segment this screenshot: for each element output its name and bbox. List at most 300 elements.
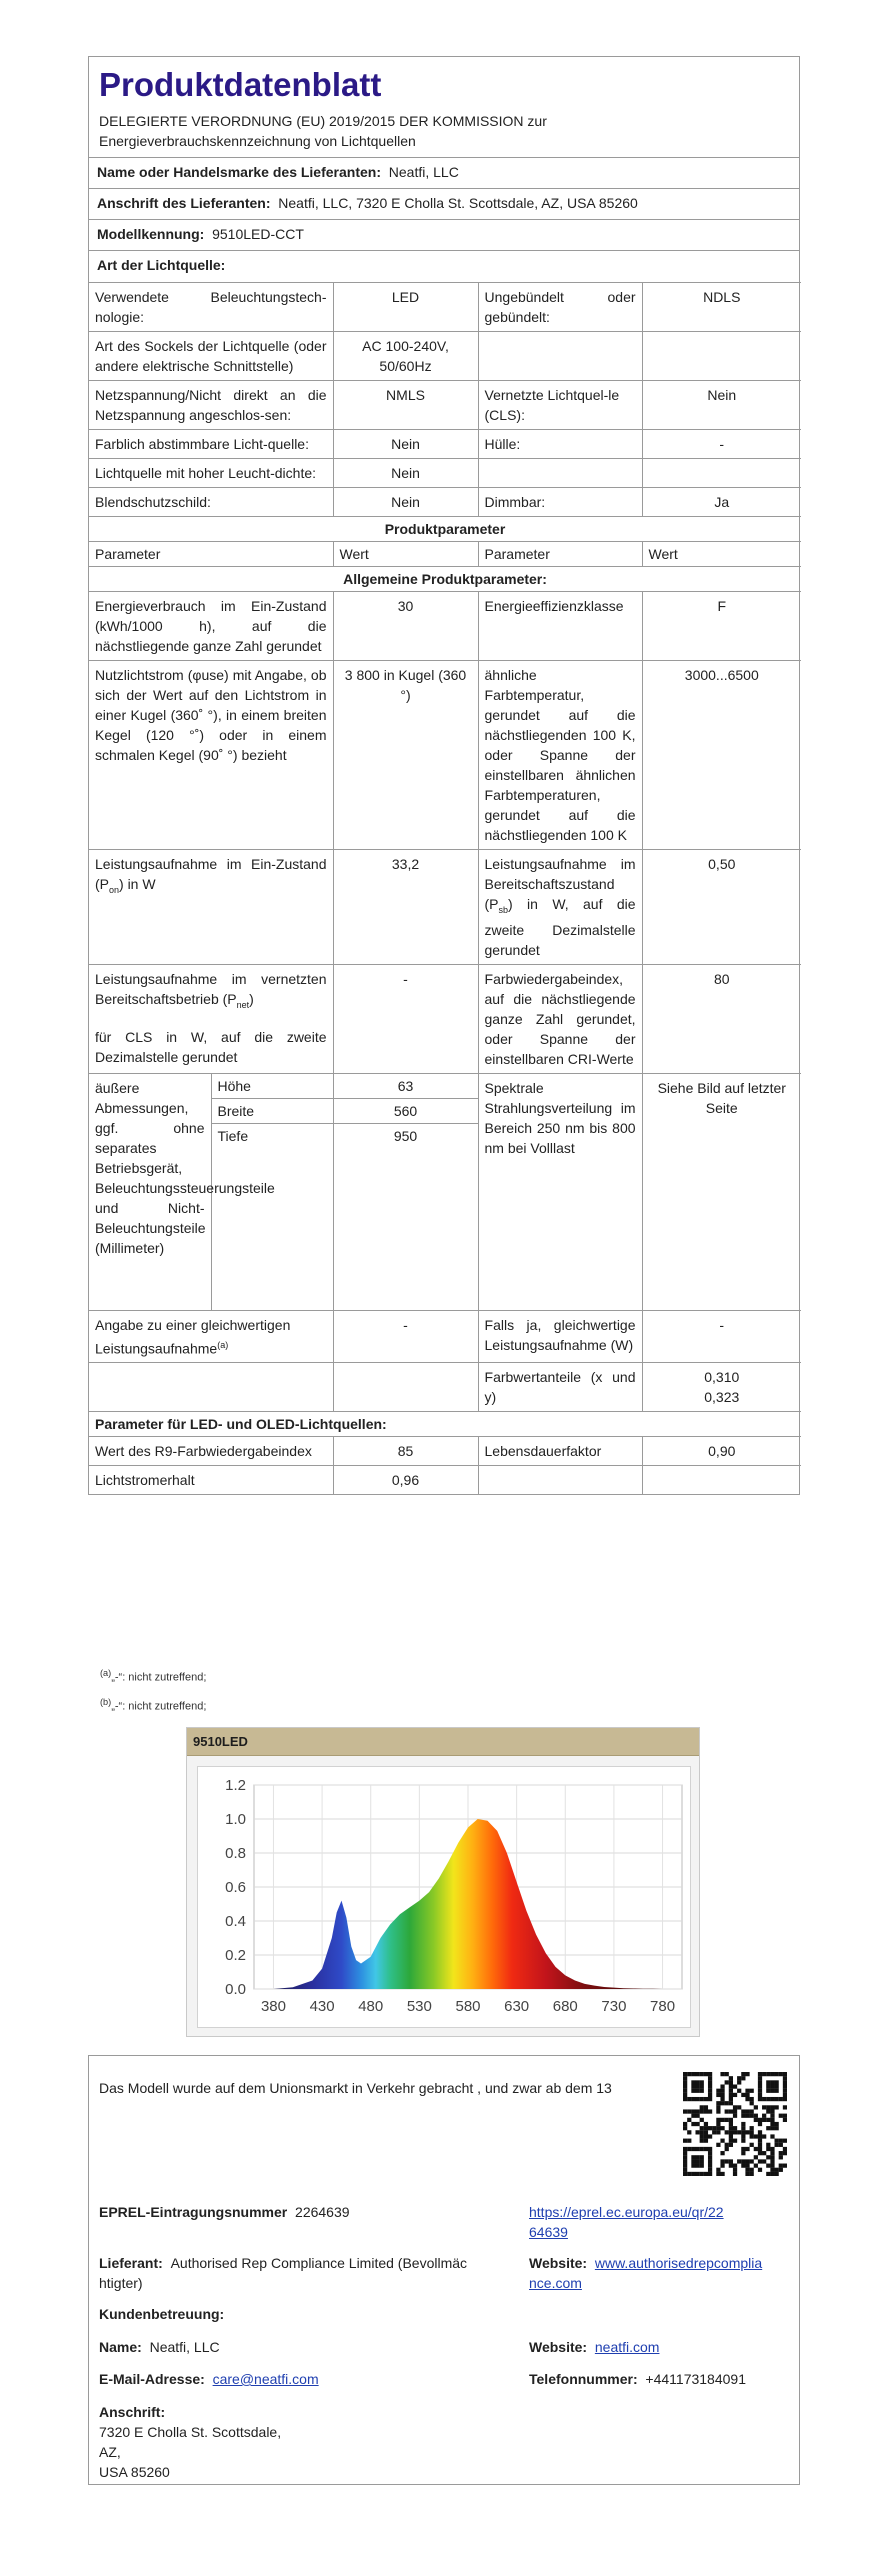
param-value: - [333,964,478,1073]
qr-module [704,2130,708,2134]
qr-module [741,2072,745,2076]
param-label-text: ) in W, auf die zweite Dezimalstelle gerundet [484,896,636,958]
eprel-link[interactable] [529,2202,724,2242]
param-value [642,459,801,488]
qr-module [720,2072,724,2076]
qr-module [695,2172,699,2176]
qr-module [720,2118,724,2122]
y-tick-label: 0.2 [225,1947,246,1964]
qr-module [729,2139,733,2143]
x-tick-label: 430 [309,1998,335,2015]
column-header-parameter: Parameter [478,542,642,567]
qr-module [758,2139,762,2143]
qr-module [708,2172,712,2176]
param-value: NDLS [642,283,801,332]
qr-module [729,2101,733,2105]
y-tick-label: 1.2 [225,1777,246,1794]
footnote-ref: (a) [217,1339,229,1350]
qr-module [687,2130,691,2134]
spacer [211,1148,333,1310]
qr-module [783,2080,787,2084]
qr-module [720,2151,724,2155]
qr-module [758,2080,762,2084]
qr-module [716,2101,720,2105]
qr-module [716,2143,720,2147]
qr-module [766,2126,770,2130]
table-row [89,661,801,850]
table-row [89,488,801,517]
table-row [89,1074,333,1099]
website-label: Website: [529,2339,588,2355]
qr-module [704,2172,708,2176]
qr-module [770,2164,774,2168]
qr-module [770,2155,774,2159]
qr-module [766,2147,770,2151]
qr-module [754,2114,758,2118]
qr-module [708,2076,712,2080]
qr-module [762,2097,766,2101]
supplier-website-link-cont[interactable]: nce.com [529,2275,582,2291]
qr-code[interactable] [683,2072,787,2176]
param-value: 0,50 [642,850,801,965]
param-label: Farbwiedergabeindex, auf die nächstliegende ganze Zahl gerundet, oder Spanne der einstellbaren CRI-Werte [478,964,642,1073]
table-row [89,283,801,332]
qr-module [775,2105,779,2109]
supplier-name-value: Neatfi, LLC [388,164,459,180]
qr-module [783,2076,787,2080]
table-row [89,592,801,661]
qr-module [766,2164,770,2168]
qr-module [708,2147,712,2151]
qr-module [691,2072,695,2076]
param-label: Falls ja, gleichwertige Leistungsaufnahme (W) [478,1310,642,1363]
qr-module [691,2097,695,2101]
table-row [89,1437,801,1466]
qr-module [683,2089,687,2093]
qr-module [704,2097,708,2101]
qr-module [750,2089,754,2093]
eprel-link-line-2[interactable]: 64639 [529,2224,568,2240]
qr-module [708,2126,712,2130]
param-value: 3000...6500 [642,661,801,850]
supplier-address-row [89,189,799,220]
qr-module [783,2114,787,2118]
spectrum-svg [198,1767,692,2029]
qr-module [770,2105,774,2109]
footnotes [98,1660,206,1717]
qr-module [770,2126,774,2130]
qr-module [683,2168,687,2172]
qr-module [770,2080,774,2084]
qr-module [758,2159,762,2163]
qr-module [695,2114,699,2118]
model-row [89,220,799,251]
qr-module [729,2164,733,2168]
qr-module [775,2143,779,2147]
qr-module [745,2130,749,2134]
qr-module [691,2084,695,2088]
qr-module [729,2084,733,2088]
qr-module [700,2159,704,2163]
table-row [89,964,801,1073]
qr-module [783,2164,787,2168]
param-value: Siehe Bild auf letzter Seite [642,1073,801,1310]
x-tick-label: 580 [455,1998,481,2015]
qr-module [716,2093,720,2097]
qr-module [683,2151,687,2155]
email-row [99,2369,319,2389]
supplier-row [99,2253,509,2293]
qr-module [691,2147,695,2151]
light-source-heading-row [89,251,799,282]
qr-module [687,2118,691,2122]
x-tick-label: 680 [552,1998,578,2015]
table-row [89,1073,801,1310]
qr-module [758,2147,762,2151]
qr-module [770,2147,774,2151]
param-label-text: Angabe zu einer gleichwertigen Leistungsaufnahme [95,1316,291,1357]
qr-module [754,2118,758,2122]
param-label: ähnliche Farbtemperatur, gerundet auf die nächstliegenden 100 K, oder Spanne der einstellbaren ähnlichen Farbtemperaturen, gerundet auf die nächstliegenden 100 K [478,661,642,850]
param-label: Wert des R9-Farbwiedergabeindex [89,1437,333,1466]
registration-info [88,2055,800,2485]
qr-module [700,2172,704,2176]
chart-title: 9510LED [187,1728,699,1756]
x-tick-label: 780 [650,1998,676,2015]
qr-module [712,2126,716,2130]
width-label: Breite [211,1098,333,1123]
qr-module [750,2172,754,2176]
qr-module [741,2139,745,2143]
model-label: Modellkennung: [97,226,205,242]
qr-module [770,2168,774,2172]
qr-module [708,2109,712,2113]
qr-module [691,2155,695,2159]
qr-module [716,2089,720,2093]
param-value: 0,96 [333,1466,478,1495]
qr-module [783,2072,787,2076]
supplier-value: Authorised Rep Compliance Limited (Bevollmäc [170,2255,468,2271]
qr-module [758,2168,762,2172]
qr-module [683,2147,687,2151]
phone-value: +441173184091 [645,2371,746,2387]
param-value: Nein [642,381,801,430]
param-value: - [333,1310,478,1363]
param-label: Energieeffizienzklasse [478,592,642,661]
qr-module [729,2126,733,2130]
qr-module [779,2139,783,2143]
qr-module [700,2126,704,2130]
qr-module [683,2084,687,2088]
width-value: 560 [334,1099,478,1124]
table-row [89,1310,801,1363]
qr-module [737,2105,741,2109]
qr-module [708,2168,712,2172]
footnote-a [98,1660,206,1689]
x-tick-label: 630 [504,1998,530,2015]
qr-module [720,2093,724,2097]
qr-module [733,2084,737,2088]
table-row [89,459,801,488]
qr-module [733,2164,737,2168]
qr-module [783,2118,787,2122]
supplier-name-label: Name oder Handelsmarke des Lieferanten: [97,164,381,180]
qr-module [708,2134,712,2138]
param-label: Lichtstromerhalt [89,1466,333,1495]
param-label: Dimmbar: [478,488,642,517]
qr-module [708,2084,712,2088]
param-label: Farbwertanteile (x und y) [478,1363,642,1412]
qr-module [737,2130,741,2134]
qr-module [766,2097,770,2101]
qr-module [758,2076,762,2080]
name-value: Neatfi, LLC [149,2339,220,2355]
qr-module [729,2093,733,2097]
model-value: 9510LED-CCT [212,226,304,242]
qr-module [716,2130,720,2134]
qr-module [741,2151,745,2155]
qr-module [700,2109,704,2113]
qr-module [700,2130,704,2134]
qr-module [775,2172,779,2176]
qr-module [683,2159,687,2163]
param-value [642,332,801,381]
qr-module [720,2139,724,2143]
qr-module [783,2151,787,2155]
qr-module [770,2109,774,2113]
qr-module [741,2134,745,2138]
qr-module [720,2084,724,2088]
param-value: 85 [333,1437,478,1466]
param-label: Hülle: [478,430,642,459]
qr-module [766,2155,770,2159]
qr-module [691,2164,695,2168]
qr-module [783,2147,787,2151]
x-tick-label: 380 [260,1998,286,2015]
qr-module [704,2109,708,2113]
param-value: 80 [642,964,801,1073]
qr-module [683,2126,687,2130]
qr-module [704,2139,708,2143]
param-value: - [642,430,801,459]
qr-module [700,2155,704,2159]
qr-module [704,2122,708,2126]
qr-module [725,2118,729,2122]
qr-module [687,2147,691,2151]
qr-module [700,2105,704,2109]
qr-module [758,2093,762,2097]
qr-module [737,2089,741,2093]
qr-module [729,2080,733,2084]
qr-module [733,2130,737,2134]
qr-module [733,2109,737,2113]
param-label-text: Leistungsaufnahme im Bereitschaftszustand (P [484,856,636,912]
table-row [89,1466,801,1495]
general-parameters-heading: Allgemeine Produktparameter: [89,567,801,592]
param-label-subscript: on [109,884,120,895]
qr-module [750,2101,754,2105]
supplier-website-link[interactable]: www.authorisedrepcomplia [594,2255,763,2271]
eprel-number: 2264639 [295,2204,350,2220]
qr-module [716,2168,720,2172]
qr-module [725,2072,729,2076]
qr-module [770,2089,774,2093]
qr-module [704,2126,708,2130]
qr-module [779,2155,783,2159]
qr-module [745,2172,749,2176]
qr-module [775,2084,779,2088]
qr-module [762,2159,766,2163]
qr-module [783,2084,787,2088]
qr-module [720,2172,724,2176]
qr-module [708,2159,712,2163]
param-value: AC 100-240V, 50/60Hz [333,332,478,381]
y-tick-label: 1.0 [225,1811,246,1828]
qr-module [687,2139,691,2143]
qr-module [733,2114,737,2118]
qr-module [758,2130,762,2134]
qr-module [758,2084,762,2088]
qr-module [695,2159,699,2163]
qr-module [745,2147,749,2151]
qr-module [750,2134,754,2138]
qr-module [754,2155,758,2159]
qr-module [770,2172,774,2176]
qr-module [770,2122,774,2126]
qr-module [700,2147,704,2151]
param-label: Netzspannung/Nicht direkt an die Netzspannung angeschlos-sen: [89,381,333,430]
qr-module [729,2122,733,2126]
qr-module [758,2118,762,2122]
qr-module [754,2147,758,2151]
param-label-text: Leistungsaufnahme im vernetzten Bereitschaftsbetrieb (P [95,970,327,1007]
qr-module [687,2097,691,2101]
qr-module [779,2114,783,2118]
qr-module [745,2072,749,2076]
qr-module [720,2089,724,2093]
param-label: Blendschutzschild: [89,488,333,517]
qr-module [725,2109,729,2113]
qr-module [691,2109,695,2113]
qr-module [708,2089,712,2093]
email-link[interactable]: care@neatfi.com [212,2371,319,2387]
supplier-value-cont: htigter) [99,2275,143,2291]
param-value: 0,90 [642,1437,801,1466]
qr-module [766,2143,770,2147]
qr-module [766,2109,770,2113]
customer-website-link[interactable]: neatfi.com [594,2339,660,2355]
qr-module [762,2151,766,2155]
qr-module [758,2134,762,2138]
column-header-value: Wert [642,542,801,567]
footnote-text: „-“: nicht zutreffend; [111,1700,207,1713]
section-row [89,567,801,592]
qr-module [695,2089,699,2093]
qr-module [704,2072,708,2076]
qr-module [700,2072,704,2076]
qr-module [683,2139,687,2143]
qr-module [729,2076,733,2080]
param-label-subscript: net [236,999,250,1010]
qr-module [725,2143,729,2147]
regulation-line-2: Energieverbrauchskennzeichnung von Lichtquellen [99,133,416,149]
qr-module [712,2130,716,2134]
qr-module [733,2105,737,2109]
qr-module [766,2118,770,2122]
qr-module [779,2072,783,2076]
qr-module [737,2076,741,2080]
qr-module [720,2159,724,2163]
param-value: NMLS [333,381,478,430]
qr-module [687,2172,691,2176]
qr-module [720,2101,724,2105]
qr-module [750,2168,754,2172]
footnote-b [98,1689,206,1718]
qr-module [758,2072,762,2076]
qr-module [741,2147,745,2151]
param-label: Verwendete Beleuchtungstech-nologie: [89,283,333,332]
qr-module [729,2134,733,2138]
param-value: Nein [333,430,478,459]
param-label: Lichtquelle mit hoher Leucht-dichte: [89,459,333,488]
qr-module [695,2080,699,2084]
qr-module [700,2134,704,2138]
param-label [89,1073,333,1310]
y-tick-label: 0.8 [225,1845,246,1862]
qr-module [695,2097,699,2101]
column-header-parameter: Parameter [89,542,333,567]
qr-module [783,2097,787,2101]
qr-module [729,2089,733,2093]
y-tick-label: 0.6 [225,1879,246,1896]
empty-cell [89,1363,333,1412]
param-label [478,850,642,965]
spectrum-area [273,1819,662,1989]
qr-module [750,2159,754,2163]
qr-module [695,2164,699,2168]
param-label-text: ) [249,990,254,1007]
chromaticity-y: 0,323 [704,1389,740,1406]
parameters-table [89,282,801,1494]
qr-module [691,2080,695,2084]
qr-module [741,2076,745,2080]
qr-module [683,2097,687,2101]
qr-module [775,2072,779,2076]
qr-module [754,2105,758,2109]
qr-module [754,2164,758,2168]
qr-module [716,2105,720,2109]
qr-module [708,2072,712,2076]
param-label [478,332,642,381]
qr-module [762,2072,766,2076]
qr-module [700,2139,704,2143]
qr-module [691,2122,695,2126]
eprel-link-line-1[interactable]: https://eprel.ec.europa.eu/qr/22 [529,2204,724,2220]
qr-module [770,2151,774,2155]
qr-module [766,2072,770,2076]
qr-module [750,2114,754,2118]
param-label-text: ) in W [119,876,156,892]
led-parameters-heading: Parameter für LED- und OLED-Lichtquellen: [89,1412,801,1437]
customer-service-heading: Kundenbetreuung: [99,2306,225,2322]
param-label-text: für CLS in W, auf die zweite Dezimalstelle gerundet [95,1028,327,1065]
param-label-text: Leistungsaufnahme im Ein-Zustand (P [95,856,327,892]
table-row [89,332,801,381]
empty-cell [642,1466,801,1495]
qr-module [745,2097,749,2101]
qr-module [770,2118,774,2122]
qr-module [708,2164,712,2168]
